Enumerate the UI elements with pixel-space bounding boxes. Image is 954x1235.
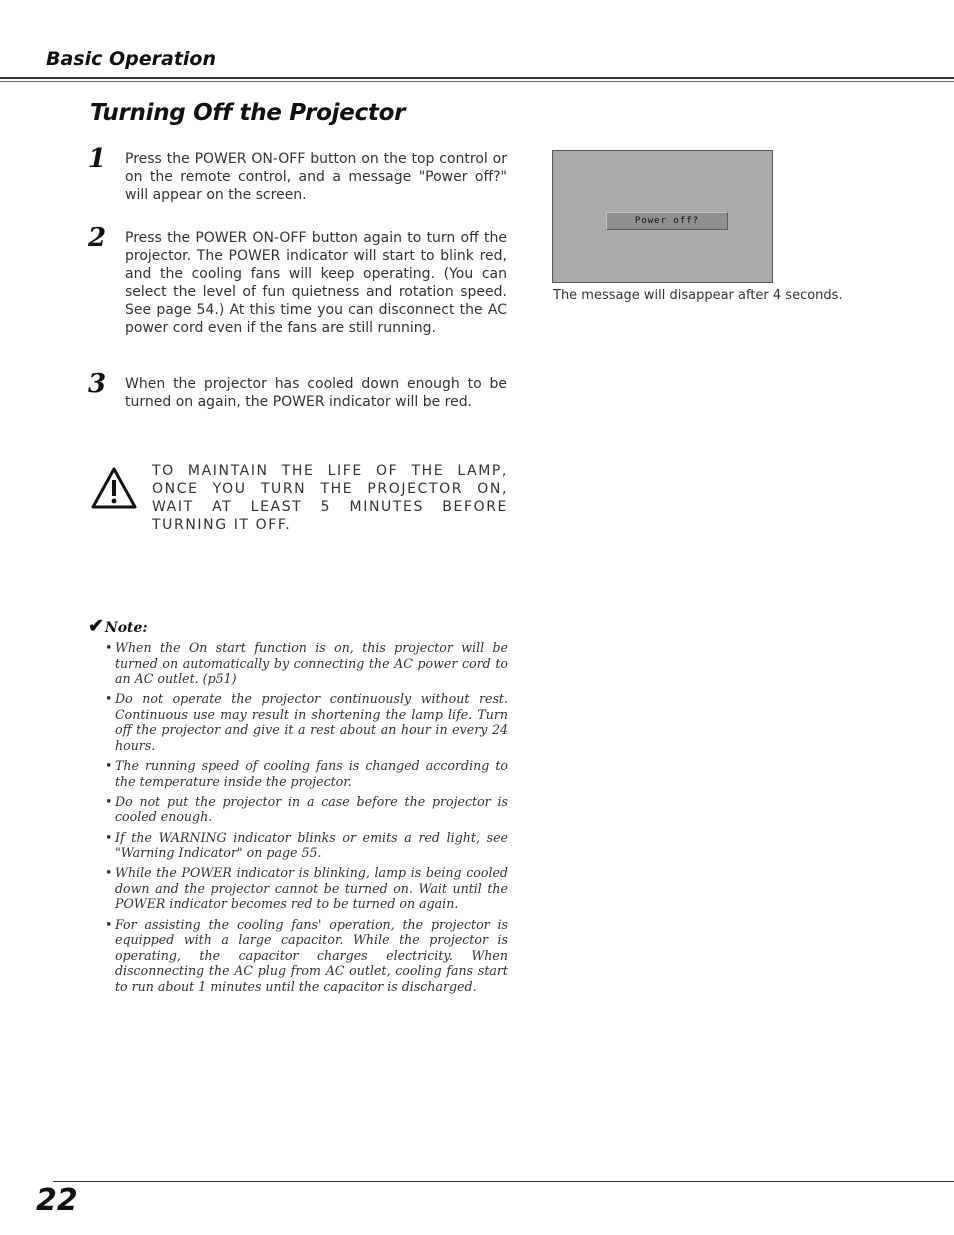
bullet: • xyxy=(105,865,113,881)
note-item xyxy=(105,758,508,789)
section-header: Basic Operation xyxy=(46,48,217,70)
note-text: While the POWER indicator is blinking, lamp is being cooled down and the projector cannot be turned on. Wait until the POWER indicator becomes red to be turned on again. xyxy=(115,865,508,912)
step-text: Press the POWER ON-OFF button on the top control or on the remote control, and a message "Power off?" will appear on the screen. xyxy=(125,151,507,203)
screen-caption: The message will disappear after 4 seconds. xyxy=(553,288,843,303)
bullet: • xyxy=(105,758,113,774)
footer-rule xyxy=(53,1181,954,1182)
screen-illustration xyxy=(552,150,773,283)
power-off-message: Power off? xyxy=(606,212,728,230)
note-text: For assisting the cooling fans' operation, the projector is equipped with a large capacitor. While the projector is operating, the capacitor charges electricity. When disconnecting the AC plug from AC outlet, cooling fans start to run about 1 minutes until the capacitor is discharged. xyxy=(115,916,508,994)
note-text: Do not put the projector in a case before the projector is cooled enough. xyxy=(115,793,508,825)
note-item xyxy=(105,794,508,825)
note-list xyxy=(105,640,508,999)
page-title: Turning Off the Projector xyxy=(90,100,406,126)
step-number: 2 xyxy=(88,223,107,253)
note-text: The running speed of cooling fans is changed according to the temperature inside the projector. xyxy=(115,758,508,789)
note-item xyxy=(105,865,508,912)
note-heading-text: Note: xyxy=(104,620,148,636)
step-number: 3 xyxy=(88,369,107,399)
header-rule-thin xyxy=(0,81,954,82)
bullet: • xyxy=(105,829,113,845)
note-text: When the On start function is on, this projector will be turned on automatically by connecting the AC power cord to an AC outlet. (p51) xyxy=(115,640,508,687)
step-number: 1 xyxy=(88,144,107,174)
step-text: When the projector has cooled down enough to be turned on again, the POWER indicator will be red. xyxy=(125,376,507,410)
warning-triangle-icon xyxy=(90,466,138,510)
header-rule xyxy=(0,77,954,79)
note-heading xyxy=(88,615,148,637)
page-number: 22 xyxy=(36,1183,78,1218)
note-text: If the WARNING indicator blinks or emits a red light, see "Warning Indicator" on page 55. xyxy=(115,829,508,861)
warning-text: TO MAINTAIN THE LIFE OF THE LAMP, ONCE YOU TURN THE PROJECTOR ON, WAIT AT LEAST 5 MINUTES BEFORE TURNING IT OFF. xyxy=(152,463,508,533)
bullet: • xyxy=(105,691,113,707)
note-item xyxy=(105,917,508,995)
checkmark-icon: ✔ xyxy=(88,615,104,637)
note-item xyxy=(105,640,508,687)
bullet: • xyxy=(105,916,113,932)
bullet: • xyxy=(105,640,113,655)
note-item xyxy=(105,830,508,861)
bullet: • xyxy=(105,793,113,809)
step-text: Press the POWER ON-OFF button again to turn off the projector. The POWER indicator will start to blink red, and the cooling fans will keep operating. (You can select the level of fun quietness and rotation speed. See page 54.) At this time you can disconnect the AC power cord even if the fans are still running. xyxy=(125,230,507,336)
note-text: Do not operate the projector continuously without rest. Continuous use may result in shortening the lamp life. Turn off the projector and give it a rest about an hour in every 24 hours. xyxy=(115,691,508,754)
note-item xyxy=(105,691,508,753)
